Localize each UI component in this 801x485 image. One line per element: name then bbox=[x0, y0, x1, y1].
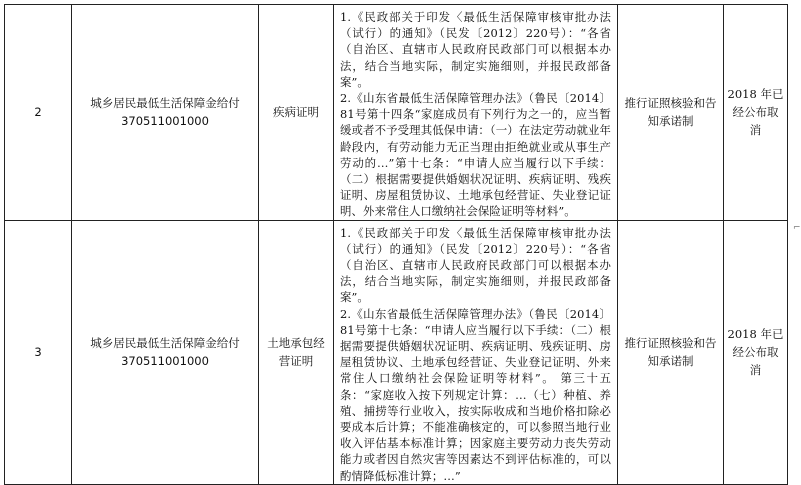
legal-basis-cell bbox=[334, 5, 618, 221]
handling-mode-cell bbox=[618, 220, 724, 484]
material-name: 土地承包经营证明 bbox=[267, 336, 325, 369]
note-text: 2018 年已经公布取消 bbox=[727, 87, 784, 138]
table-row bbox=[5, 5, 788, 221]
handling-mode: 推行证照核验和告知承诺制 bbox=[624, 336, 717, 369]
page-edge-marker: ⌐ bbox=[793, 223, 801, 233]
note-cell bbox=[724, 220, 788, 484]
table-row bbox=[5, 220, 788, 484]
handling-mode: 推行证照核验和告知承诺制 bbox=[624, 96, 717, 129]
legal-basis-paragraph: 2.《山东省最低生活保障管理办法》（鲁民〔2014〕81号第十七条：“申请人应当履行以下手续：（二）根据需要提供婚姻状况证明、疾病证明、残疾证明、房屋租赁协议、土地承包经营证、失业登记证明、外来常住人口缴纳社会保险证明等材料”。 第三十五条：“家庭收入按下列规定计算：…（七）种植、养殖、捕捞等行业收入，按实际收成和当地价格扣除必要成本后计算；不能准确核定的，可以参照当地行业收入评估基本标准计算；因家庭主要劳动力丧失劳动能力或者因自然灾害等因素达不到评估标准的，可以酌情降低标准计算；…” bbox=[340, 306, 611, 483]
row-number: 2 bbox=[34, 105, 42, 120]
note-cell bbox=[724, 5, 788, 221]
matters-table bbox=[4, 4, 788, 485]
item-name: 城乡居民最低生活保障金给付 bbox=[90, 336, 240, 351]
item-code: 370511001000 bbox=[121, 354, 209, 369]
material-name: 疾病证明 bbox=[273, 105, 319, 120]
material-cell bbox=[259, 5, 334, 221]
material-cell bbox=[259, 220, 334, 484]
legal-basis-paragraph: 1.《民政部关于印发〈最低生活保障审核审批办法（试行）的通知》（民发〔2012〕220号）：“各省（自治区、直辖市人民政府民政部门可以根据本办法，结合当地实际，制定实施细则，并报民政部备案”。 bbox=[340, 225, 611, 305]
handling-mode-cell bbox=[618, 5, 724, 221]
row-number-cell bbox=[5, 220, 72, 484]
legal-basis-paragraph: 1.《民政部关于印发〈最低生活保障审核审批办法（试行）的通知》（民发〔2012〕220号）：“各省（自治区、直辖市人民政府民政部门可以根据本办法，结合当地实际，制定实施细则，并报民政部备案”。 bbox=[340, 10, 611, 89]
item-name-cell bbox=[72, 220, 259, 484]
item-name-cell bbox=[72, 5, 259, 221]
row-number: 3 bbox=[34, 345, 42, 360]
item-name: 城乡居民最低生活保障金给付 bbox=[90, 96, 240, 111]
note-text: 2018 年已经公布取消 bbox=[727, 327, 784, 378]
row-number-cell bbox=[5, 5, 72, 221]
legal-basis-paragraph: 2.《山东省最低生活保障管理办法》（鲁民〔2014〕81号第十四条“家庭成员有下列行为之一的，应当暂缓或者不予受理其低保申请：（一）在法定劳动就业年龄段内，有劳动能力无正当理由拒绝就业或从事生产劳动的…”第十七条：“申请人应当履行以下手续：（二）根据需要提供婚姻状况证明、疾病证明、残疾证明、房屋租赁协议、土地承包经营证、失业登记证明、外来常住人口缴纳社会保险证明等材料”。 bbox=[340, 91, 611, 219]
item-code: 370511001000 bbox=[121, 114, 209, 129]
legal-basis-cell bbox=[334, 220, 618, 484]
